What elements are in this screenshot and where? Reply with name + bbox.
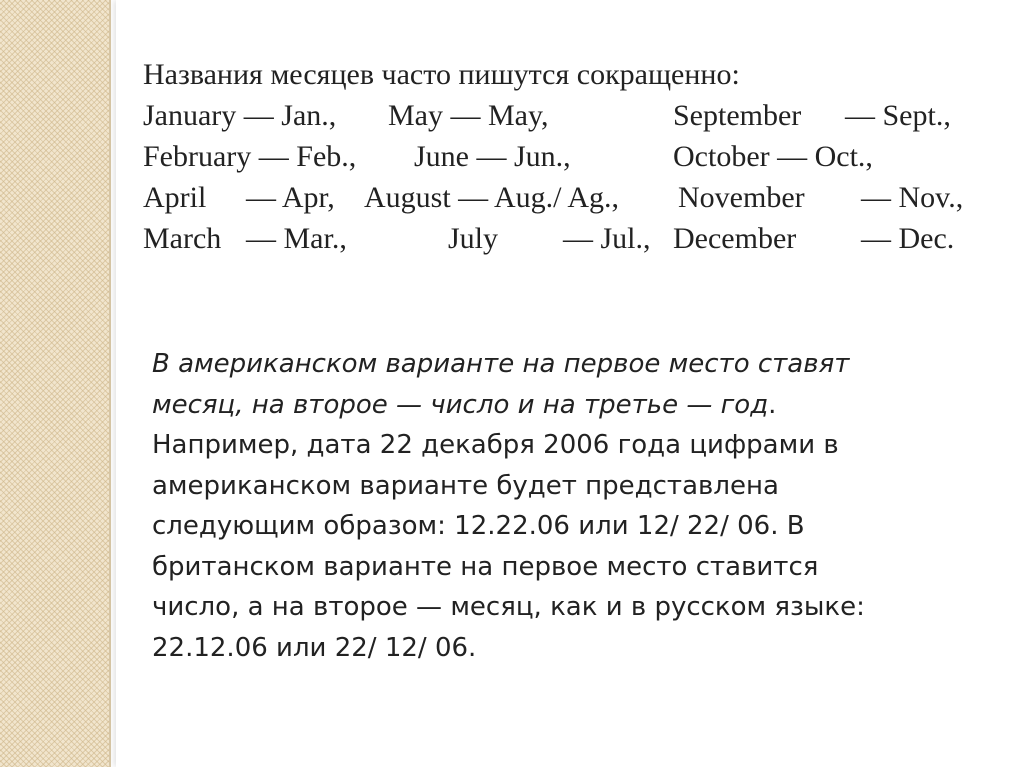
text-line: американском варианте будет представлена — [152, 470, 779, 501]
period: . — [768, 389, 777, 420]
period: . — [468, 632, 477, 663]
month-cell: May — May, — [388, 99, 549, 132]
decorative-side-stripe — [0, 0, 111, 767]
month-cell: November — [678, 181, 805, 214]
month-cell: February — Feb., — [143, 140, 357, 173]
month-cell: June — Jun., — [414, 140, 571, 173]
month-cell: October — Oct., — [673, 140, 873, 173]
months-heading: Названия месяцев часто пишутся сокращенно: — [143, 58, 740, 91]
month-row-4 — [143, 218, 1003, 259]
text-line: британском варианте на первое место ставится — [152, 551, 819, 582]
date-example: 22.12.06 или 22/ 12/ 06 — [152, 632, 469, 663]
month-cell: August — Aug./ Ag., — [364, 181, 620, 214]
month-cell: — Sept., — [845, 99, 951, 132]
text-line: Например, дата 22 декабря 2006 года цифрами в — [152, 430, 839, 460]
date-format-explanation-block — [152, 344, 1002, 668]
month-cell: — Apr, — [246, 181, 335, 214]
text-line: следующим образом: 12.22.06 или 12/ 22/ 06. В — [152, 511, 805, 541]
text-line: число, а на второе — месяц, как и в русском языке: — [152, 592, 865, 622]
month-row-1 — [143, 95, 1003, 136]
month-cell: January — Jan., — [143, 99, 337, 132]
month-cell: December — [673, 222, 797, 255]
month-abbreviations-block — [143, 54, 1003, 259]
month-cell: March — [143, 222, 222, 255]
month-cell: April — [143, 181, 207, 214]
text-line — [152, 628, 1002, 669]
text-line: В американском варианте на первое место ставят — [152, 349, 850, 379]
month-cell: September — [673, 99, 802, 132]
month-row-2 — [143, 136, 1003, 177]
month-cell: — Nov., — [861, 181, 964, 214]
month-cell: — Jul., — [563, 222, 651, 255]
month-cell: — Dec. — [861, 222, 955, 255]
month-cell: — Mar., — [246, 222, 347, 255]
month-row-3 — [143, 177, 1003, 218]
italic-text: месяц, на второе — число и на третье — год — [152, 389, 769, 420]
text-line — [152, 385, 1002, 426]
month-cell: July — [448, 222, 499, 255]
